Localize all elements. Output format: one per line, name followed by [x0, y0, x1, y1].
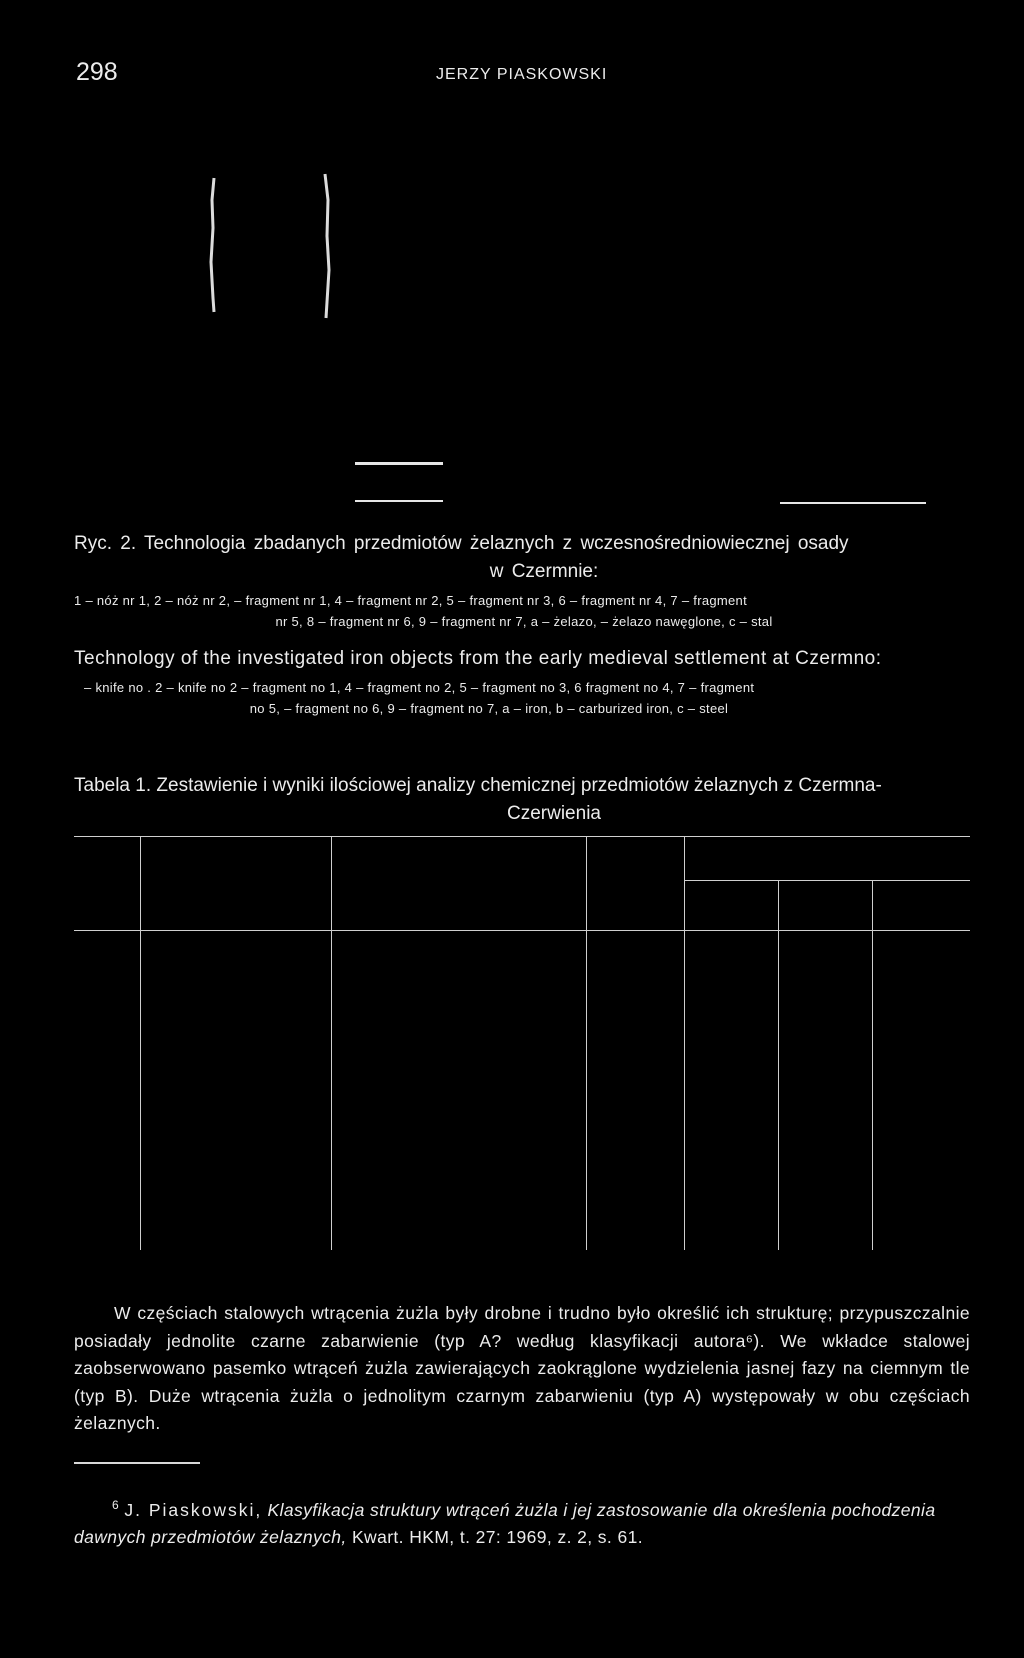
table-col-divider-4	[684, 836, 685, 1250]
figure-caption-en: Technology of the investigated iron objects from the early medieval settlement at Czermno:	[74, 648, 882, 669]
table-col-divider-5	[778, 880, 779, 1250]
table-rule-subheader	[684, 880, 970, 881]
table-title	[74, 772, 974, 828]
figure-graphic	[0, 0, 1024, 520]
table-title-line1: Tabela 1. Zestawienie i wyniki ilościowej analizy chemicznej przedmiotów żelaznych z Czermna-	[74, 775, 882, 796]
figure-caption-pl	[74, 530, 974, 586]
footnote-title: Klasyfikacja struktury wtrąceń żużla i jej zastosowanie dla określenia pochodzenia dawnych przedmiotów żelaznych,	[74, 1499, 936, 1547]
footnote-author: J. Piaskowski,	[124, 1499, 263, 1520]
table-col-divider-3	[586, 836, 587, 1250]
figure-caption-pl-line1: Ryc. 2. Technologia zbadanych przedmiotów żelaznych z wczesnośredniowiecznej osady	[74, 533, 849, 554]
footnote-number: 6	[112, 1498, 120, 1512]
table-title-line2: Czerwienia	[507, 803, 601, 824]
footnote	[74, 1492, 970, 1551]
table-rule-top	[74, 836, 970, 837]
table-col-divider-2	[331, 836, 332, 1250]
figure-legend-en-line1: – knife no . 2 – knife no 2 – fragment no 1, 4 – fragment no 2, 5 – fragment no 3, 6 fragment no 4, 7 – fragment	[84, 680, 755, 695]
figure-legend-pl-line1: 1 – nóż nr 1, 2 – nóż nr 2, – fragment nr 1, 4 – fragment nr 2, 5 – fragment nr 3, 6 – fragment nr 4, 7 – fragment	[74, 593, 747, 608]
figure-bar-middle	[355, 500, 443, 502]
figure-stroke-left	[211, 178, 214, 312]
page-number: 298	[76, 58, 118, 86]
table-col-divider-1	[140, 836, 141, 1250]
figure-legend-pl-line2: nr 5, 8 – fragment nr 6, 9 – fragment nr 7, a – żelazo, – żelazo nawęglone, c – stal	[275, 614, 773, 629]
figure-stroke-right	[325, 174, 329, 318]
table-rule-header-bottom	[74, 930, 970, 931]
figure-bar-right	[780, 502, 926, 504]
body-paragraph: W częściach stalowych wtrącenia żużla były drobne i trudno było określić ich strukturę; przypuszczalnie posiadały jednolite czarne zabarwienie (typ A? według klasyfikacji autora⁶). We wkładce stalowej zaobserwowano pasemko wtrąceń żużla zawierających zaokrąglone wydzielenia jasnej fazy na ciemnym tle (typ B). Duże wtrącenia żużla o jednolitym czarnym zabarwieniu (typ A) występowały w obu częściach żelaznych.	[74, 1303, 970, 1433]
figure-legend-pl	[74, 590, 974, 632]
table-col-divider-6	[872, 880, 873, 1250]
figure-bar-top	[355, 462, 443, 465]
footnote-source: Kwart. HKM, t. 27: 1969, z. 2, s. 61.	[351, 1526, 643, 1547]
body-text	[74, 1300, 970, 1438]
figure-caption-pl-line2: w Czermnie:	[489, 561, 599, 582]
figure-legend-en	[84, 677, 974, 719]
running-head: JERZY PIASKOWSKI	[436, 66, 608, 83]
footnote-rule	[74, 1462, 200, 1464]
figure-legend-en-line2: no 5, – fragment no 6, 9 – fragment no 7, a – iron, b – carburized iron, c – steel	[249, 701, 729, 716]
